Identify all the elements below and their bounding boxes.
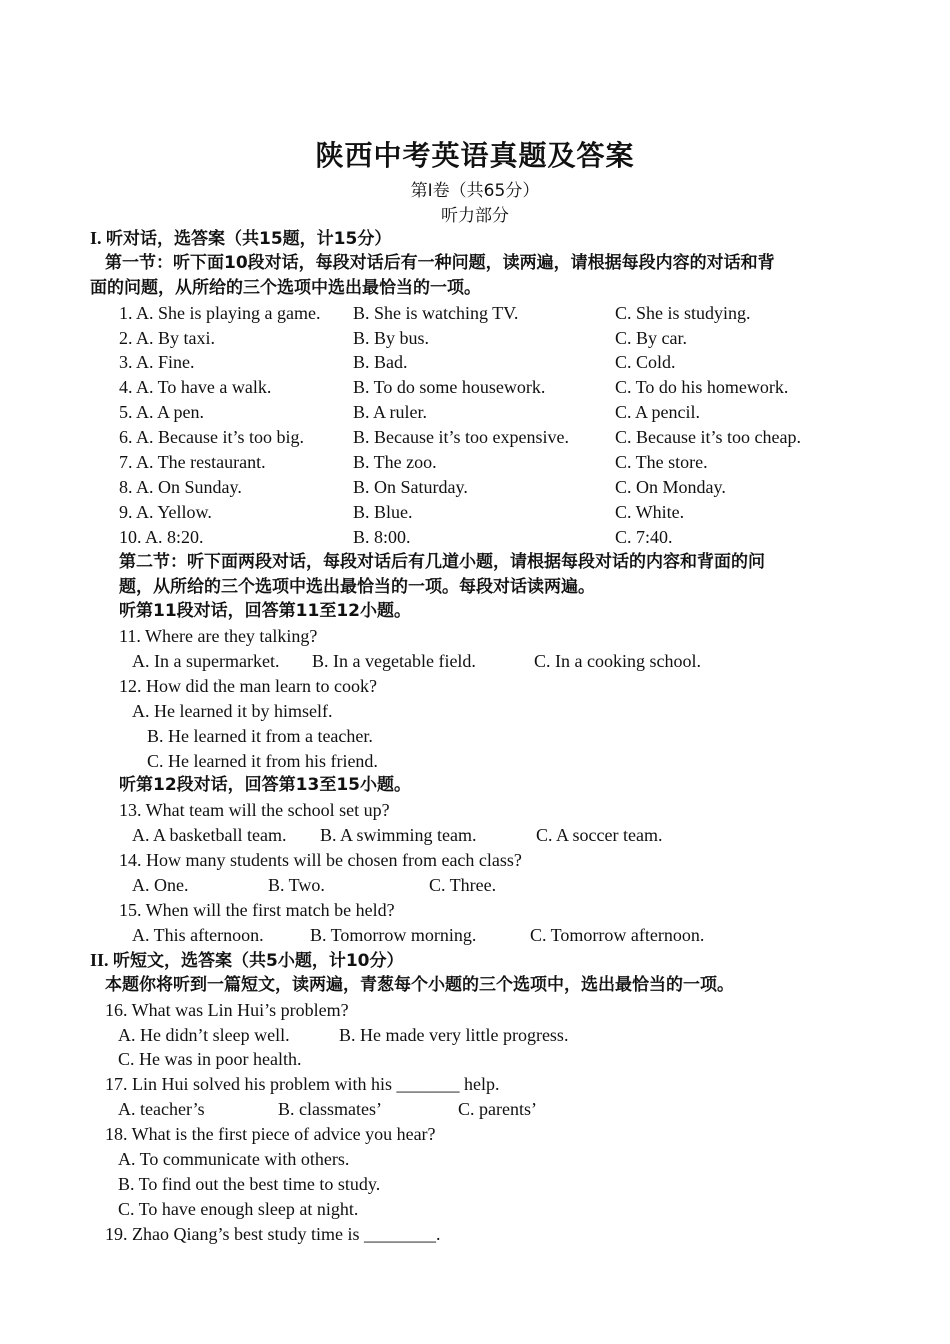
q8-option-b: B. On Saturday.	[353, 477, 468, 497]
q4-option-a: 4. A. To have a walk.	[119, 377, 272, 397]
q10-option-b: B. 8:00.	[353, 527, 411, 547]
q10-option-c: C. 7:40.	[615, 527, 673, 547]
section2-instruction-line1: 第二节：听下面两段对话，每段对话后有几道小题，请根据每段对话的内容和背面的问	[119, 552, 765, 572]
q17-option-b: B. classmates’	[278, 1099, 382, 1119]
q6-option-c: C. Because it’s too cheap.	[615, 427, 801, 447]
q19-question: 19. Zhao Qiang’s best study time is ________.	[105, 1224, 441, 1244]
q8-option-c: C. On Monday.	[615, 477, 726, 497]
q2-option-a: 2. A. By taxi.	[119, 328, 216, 348]
q3-option-c: C. Cold.	[615, 352, 676, 372]
q15-option-b: B. Tomorrow morning.	[310, 925, 477, 945]
q17-option-c: C. parents’	[458, 1099, 537, 1119]
q7-option-b: B. The zoo.	[353, 452, 437, 472]
q14-option-a: A. One.	[132, 875, 189, 895]
q7-option-a: 7. A. The restaurant.	[119, 452, 266, 472]
q5-option-c: C. A pencil.	[615, 402, 700, 422]
q11-option-c: C. In a cooking school.	[534, 651, 701, 671]
q9-option-c: C. White.	[615, 502, 685, 522]
q12-question: 12. How did the man learn to cook?	[119, 676, 377, 696]
q8-option-a: 8. A. On Sunday.	[119, 477, 242, 497]
q18-option-c: C. To have enough sleep at night.	[118, 1199, 359, 1219]
section2-instruction-line2: 题，从所给的三个选项中选出最恰当的一项。每段对话读两遍。	[119, 577, 595, 597]
listening-label: 听力部分	[441, 206, 509, 226]
volume-label: 第Ⅰ卷（共65分）	[410, 181, 540, 201]
q16-question: 16. What was Lin Hui’s problem?	[105, 1000, 349, 1020]
q1-option-c: C. She is studying.	[615, 303, 751, 323]
q12-option-c: C. He learned it from his friend.	[147, 751, 378, 771]
q16-option-c: C. He was in poor health.	[118, 1049, 302, 1069]
q18-option-a: A. To communicate with others.	[118, 1149, 350, 1169]
q18-option-b: B. To find out the best time to study.	[118, 1174, 381, 1194]
q6-option-a: 6. A. Because it’s too big.	[119, 427, 304, 447]
q9-option-b: B. Blue.	[353, 502, 413, 522]
q11-question: 11. Where are they talking?	[119, 626, 318, 646]
part2-heading-text: 听短文，选答案（共5小题，计10分）	[113, 951, 404, 971]
q14-question: 14. How many students will be chosen from each class?	[119, 850, 522, 870]
page-title: 陕西中考英语真题及答案	[315, 139, 635, 172]
q1-option-b: B. She is watching TV.	[353, 303, 519, 323]
q15-option-c: C. Tomorrow afternoon.	[530, 925, 705, 945]
q17-option-a: A. teacher’s	[118, 1099, 205, 1119]
q16-option-a: A. He didn’t sleep well.	[118, 1025, 290, 1045]
q5-option-b: B. A ruler.	[353, 402, 428, 422]
q10-option-a: 10. A. 8:20.	[119, 527, 204, 547]
q5-option-a: 5. A. A pen.	[119, 402, 205, 422]
part1-heading-text: 听对话，选答案（共15题，计15分）	[106, 229, 392, 249]
q11-option-a: A. In a supermarket.	[132, 651, 280, 671]
q11-option-b: B. In a vegetable field.	[312, 651, 476, 671]
part1-heading	[90, 226, 391, 251]
q2-option-c: C. By car.	[615, 328, 687, 348]
q13-option-a: A. A basketball team.	[132, 825, 287, 845]
section1-instruction-line1: 第一节：听下面10段对话，每段对话后有一种问题，读两遍，请根据每段内容的对话和背	[105, 253, 775, 273]
dialog11-instruction: 听第11段对话，回答第11至12小题。	[119, 601, 411, 621]
q7-option-c: C. The store.	[615, 452, 708, 472]
q12-option-b: B. He learned it from a teacher.	[147, 726, 373, 746]
q4-option-c: C. To do his homework.	[615, 377, 789, 397]
part2-heading	[90, 948, 404, 973]
q16-option-b: B. He made very little progress.	[339, 1025, 569, 1045]
q3-option-b: B. Bad.	[353, 352, 408, 372]
q18-question: 18. What is the first piece of advice you hear?	[105, 1124, 436, 1144]
section1-instruction-line2: 面的问题，从所给的三个选项中选出最恰当的一项。	[90, 278, 481, 298]
part2-intro: 本题你将听到一篇短文，读两遍，青葱每个小题的三个选项中，选出最恰当的一项。	[105, 975, 734, 995]
q14-option-b: B. Two.	[268, 875, 325, 895]
q15-question: 15. When will the first match be held?	[119, 900, 395, 920]
part1-heading-num: I.	[90, 228, 102, 248]
q4-option-b: B. To do some housework.	[353, 377, 546, 397]
q6-option-b: B. Because it’s too expensive.	[353, 427, 569, 447]
q1-option-a: 1. A. She is playing a game.	[119, 303, 321, 323]
q9-option-a: 9. A. Yellow.	[119, 502, 212, 522]
dialog12-instruction: 听第12段对话，回答第13至15小题。	[119, 775, 411, 795]
q15-option-a: A. This afternoon.	[132, 925, 264, 945]
q13-question: 13. What team will the school set up?	[119, 800, 390, 820]
q2-option-b: B. By bus.	[353, 328, 430, 348]
q14-option-c: C. Three.	[429, 875, 497, 895]
q13-option-b: B. A swimming team.	[320, 825, 477, 845]
q17-question: 17. Lin Hui solved his problem with his _______ help.	[105, 1074, 500, 1094]
q12-option-a: A. He learned it by himself.	[132, 701, 333, 721]
part2-heading-num: II.	[90, 950, 109, 970]
q13-option-c: C. A soccer team.	[536, 825, 663, 845]
q3-option-a: 3. A. Fine.	[119, 352, 195, 372]
